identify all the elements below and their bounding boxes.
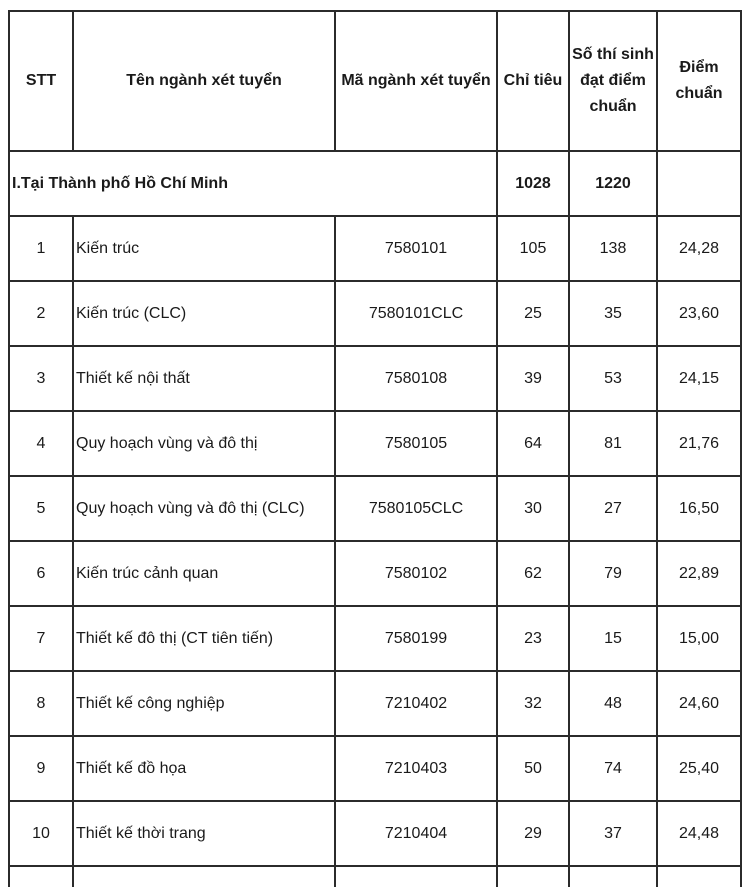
cell-quota: 64 [497, 411, 569, 476]
empty-cell [497, 866, 569, 887]
cell-passing-candidates: 15 [569, 606, 657, 671]
cell-quota: 32 [497, 671, 569, 736]
cell-passing-candidates: 48 [569, 671, 657, 736]
cell-major-name: Thiết kế đô thị (CT tiên tiến) [73, 606, 335, 671]
cell-cutoff-score: 24,48 [657, 801, 741, 866]
cell-cutoff-score: 22,89 [657, 541, 741, 606]
cell-major-code: 7580101 [335, 216, 497, 281]
cell-quota: 50 [497, 736, 569, 801]
cell-major-code: 7580105CLC [335, 476, 497, 541]
empty-cell [9, 866, 73, 887]
empty-cell [335, 866, 497, 887]
cell-major-code: 7210403 [335, 736, 497, 801]
table-row [9, 541, 741, 606]
cell-stt: 4 [9, 411, 73, 476]
cell-major-code: 7580108 [335, 346, 497, 411]
cell-major-code: 7580102 [335, 541, 497, 606]
cell-passing-candidates: 79 [569, 541, 657, 606]
group-quota: 1028 [497, 151, 569, 216]
cell-passing-candidates: 27 [569, 476, 657, 541]
table-row [9, 606, 741, 671]
table-row-cutoff [9, 866, 741, 887]
empty-cell [569, 866, 657, 887]
cell-cutoff-score: 23,60 [657, 281, 741, 346]
header-passing-candidates: Số thí sinh đạt điểm chuẩn [569, 11, 657, 151]
admission-score-table [8, 10, 742, 887]
empty-cell [73, 866, 335, 887]
group-cutoff-score [657, 151, 741, 216]
table-row [9, 671, 741, 736]
cell-passing-candidates: 81 [569, 411, 657, 476]
cell-major-code: 7210404 [335, 801, 497, 866]
cell-stt: 7 [9, 606, 73, 671]
cell-major-name: Kiến trúc (CLC) [73, 281, 335, 346]
cell-cutoff-score: 15,00 [657, 606, 741, 671]
cell-cutoff-score: 24,15 [657, 346, 741, 411]
table-row [9, 736, 741, 801]
cell-major-name: Quy hoạch vùng và đô thị [73, 411, 335, 476]
cell-cutoff-score: 25,40 [657, 736, 741, 801]
cell-quota: 29 [497, 801, 569, 866]
cell-major-code: 7580101CLC [335, 281, 497, 346]
table-row [9, 281, 741, 346]
table-row [9, 801, 741, 866]
cell-major-code: 7580105 [335, 411, 497, 476]
cell-major-code: 7210402 [335, 671, 497, 736]
table-header-row [9, 11, 741, 151]
cell-stt: 1 [9, 216, 73, 281]
cell-cutoff-score: 21,76 [657, 411, 741, 476]
cell-major-name: Thiết kế đồ họa [73, 736, 335, 801]
cell-stt: 6 [9, 541, 73, 606]
cell-stt: 3 [9, 346, 73, 411]
cell-quota: 39 [497, 346, 569, 411]
header-stt: STT [9, 11, 73, 151]
header-major-name: Tên ngành xét tuyển [73, 11, 335, 151]
cell-quota: 30 [497, 476, 569, 541]
cell-major-name: Thiết kế thời trang [73, 801, 335, 866]
cell-stt: 5 [9, 476, 73, 541]
cell-quota: 23 [497, 606, 569, 671]
cell-quota: 105 [497, 216, 569, 281]
group-row-hcm [9, 151, 741, 216]
header-quota: Chỉ tiêu [497, 11, 569, 151]
table-row [9, 216, 741, 281]
cell-cutoff-score: 24,60 [657, 671, 741, 736]
cell-cutoff-score: 16,50 [657, 476, 741, 541]
cell-quota: 62 [497, 541, 569, 606]
cell-stt: 9 [9, 736, 73, 801]
header-major-code: Mã ngành xét tuyển [335, 11, 497, 151]
cell-stt: 2 [9, 281, 73, 346]
table-row [9, 476, 741, 541]
empty-cell [657, 866, 741, 887]
cell-major-name: Kiến trúc cảnh quan [73, 541, 335, 606]
cell-passing-candidates: 37 [569, 801, 657, 866]
table-row [9, 346, 741, 411]
cell-major-name: Quy hoạch vùng và đô thị (CLC) [73, 476, 335, 541]
cell-passing-candidates: 53 [569, 346, 657, 411]
cell-major-name: Thiết kế nội thất [73, 346, 335, 411]
table-row [9, 411, 741, 476]
cell-cutoff-score: 24,28 [657, 216, 741, 281]
cell-major-name: Thiết kế công nghiệp [73, 671, 335, 736]
cell-passing-candidates: 138 [569, 216, 657, 281]
cell-stt: 10 [9, 801, 73, 866]
header-cutoff-score: Điểm chuẩn [657, 11, 741, 151]
cell-major-name: Kiến trúc [73, 216, 335, 281]
group-label: I.Tại Thành phố Hồ Chí Minh [9, 151, 497, 216]
cell-major-code: 7580199 [335, 606, 497, 671]
cell-stt: 8 [9, 671, 73, 736]
cell-passing-candidates: 35 [569, 281, 657, 346]
group-passing-candidates: 1220 [569, 151, 657, 216]
cell-quota: 25 [497, 281, 569, 346]
cell-passing-candidates: 74 [569, 736, 657, 801]
